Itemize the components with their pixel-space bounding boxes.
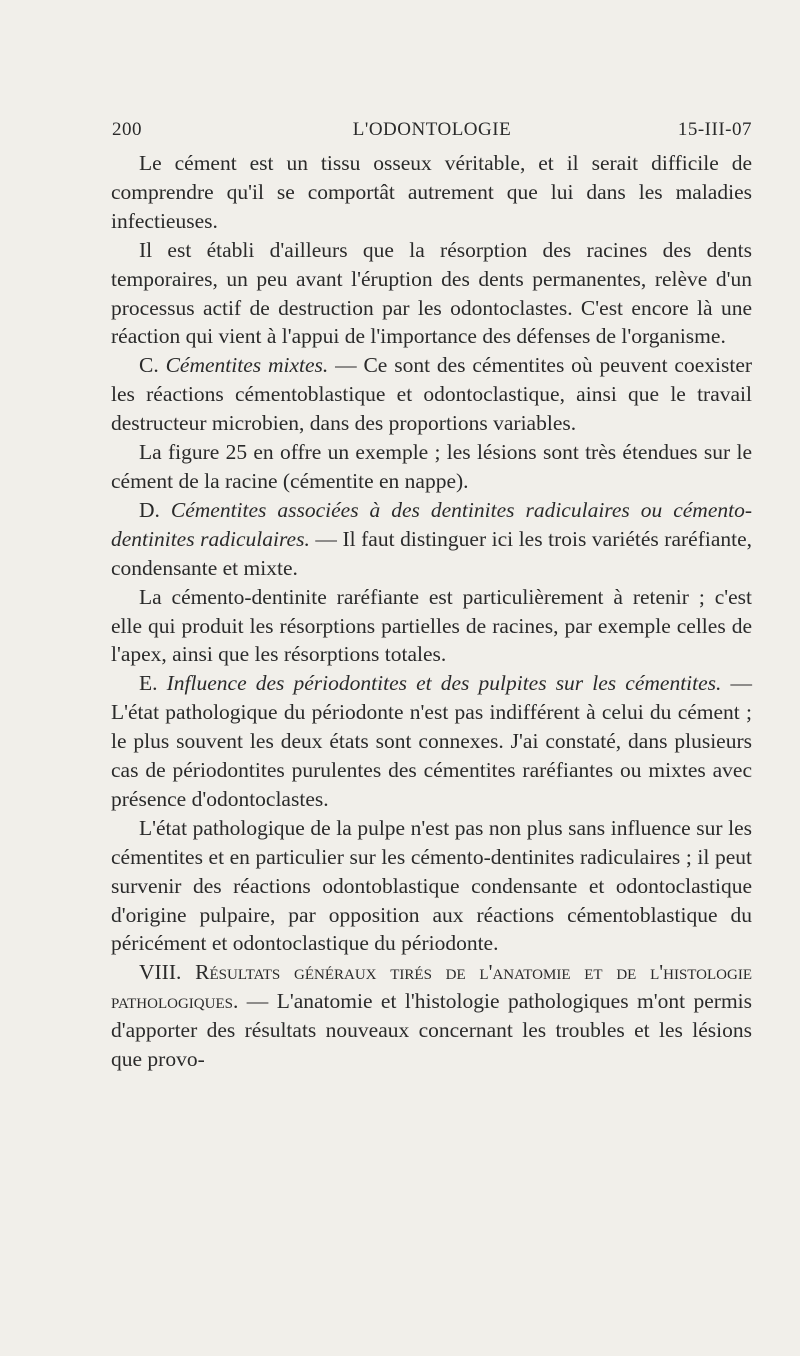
running-header (112, 119, 752, 145)
paragraph-5: D. Cémentites associées à des dentinites radiculaires ou cémento-dentinites radiculaires. — Il faut distinguer ici les trois variétés raréfiante, condensante et mixte. (111, 497, 753, 580)
paragraph-2: Il est établi d'ailleurs que la résorption des racines des dents temporaires, un peu avant l'éruption des dents permanentes, relève d'un processus actif de destruction par les odontoclastes. C'est encore là une réaction qui vient à l'appui de l'importance des défenses de l'organisme. (111, 237, 752, 349)
paragraph-8: L'état pathologique de la pulpe n'est pas non plus sans influence sur les cémentites et en particulier sur les cémento-dentinites radiculaires ; il peut survenir des réactions odontoblastique condensante et odontoclastique d'origine pulpaire, par opposition aux réactions cémentoblastique du péricément et odontoclastique du périodonte. (111, 815, 752, 956)
section-label: VIII. (139, 960, 182, 985)
section-label: C. (139, 353, 159, 378)
section-label: E. (139, 671, 158, 696)
section-heading: Cémentites associées à des dentinites radiculaires ou cémento-dentinites radiculaires. (111, 497, 752, 551)
issue-date: 15-III-07 (677, 119, 752, 140)
journal-title: L'ODONTOLOGIE (352, 119, 512, 140)
body-text (111, 149, 752, 1074)
section-label: D. (139, 497, 160, 522)
section-heading: Résultats généraux tirés de l'anatomie et de l'histologie pathologiques. (111, 960, 753, 1014)
paragraph-4: La figure 25 en offre un exemple ; les lésions sont très étendues sur le cément de la racine (cémentite en nappe). (111, 440, 752, 493)
paragraph-6: La cémento-dentinite raréfiante est particulièrement à retenir ; c'est elle qui produit les résorptions partielles de racines, par exemple celles de l'apex, ainsi que les résorptions totales. (111, 584, 752, 667)
paragraph-9: VIII. Résultats généraux tirés de l'anatomie et de l'histologie pathologiques. — L'anatomie et l'histologie pathologiques m'ont permis d'apporter des résultats nouveaux concernant les troubles et les lésions que provo- (111, 960, 753, 1072)
section-heading: Cémentites mixtes. (165, 353, 329, 378)
paragraph-7: E. Influence des périodontites et des pulpites sur les cémentites. — L'état pathologique du périodonte n'est pas indifférent à celui du cément ; le plus souvent les deux états sont connexes. J'ai constaté, dans plusieurs cas de périodontites purulentes des cémentites raréfiantes ou mixtes avec présence d'odontoclastes. (111, 671, 753, 811)
paragraph-1: Le cément est un tissu osseux véritable, et il serait difficile de comprendre qu'il se comportât autrement que lui dans les maladies infectieuses. (111, 151, 752, 233)
paragraph-3: C. Cémentites mixtes. — Ce sont des cémentites où peuvent coexister les réactions cémentoblastique et odontoclastique, ainsi que le travail destructeur microbien, dans des proportions variables. (111, 353, 753, 436)
section-heading: Influence des périodontites et des pulpites sur les cémentites. (166, 671, 722, 696)
page-number: 200 (112, 119, 142, 140)
